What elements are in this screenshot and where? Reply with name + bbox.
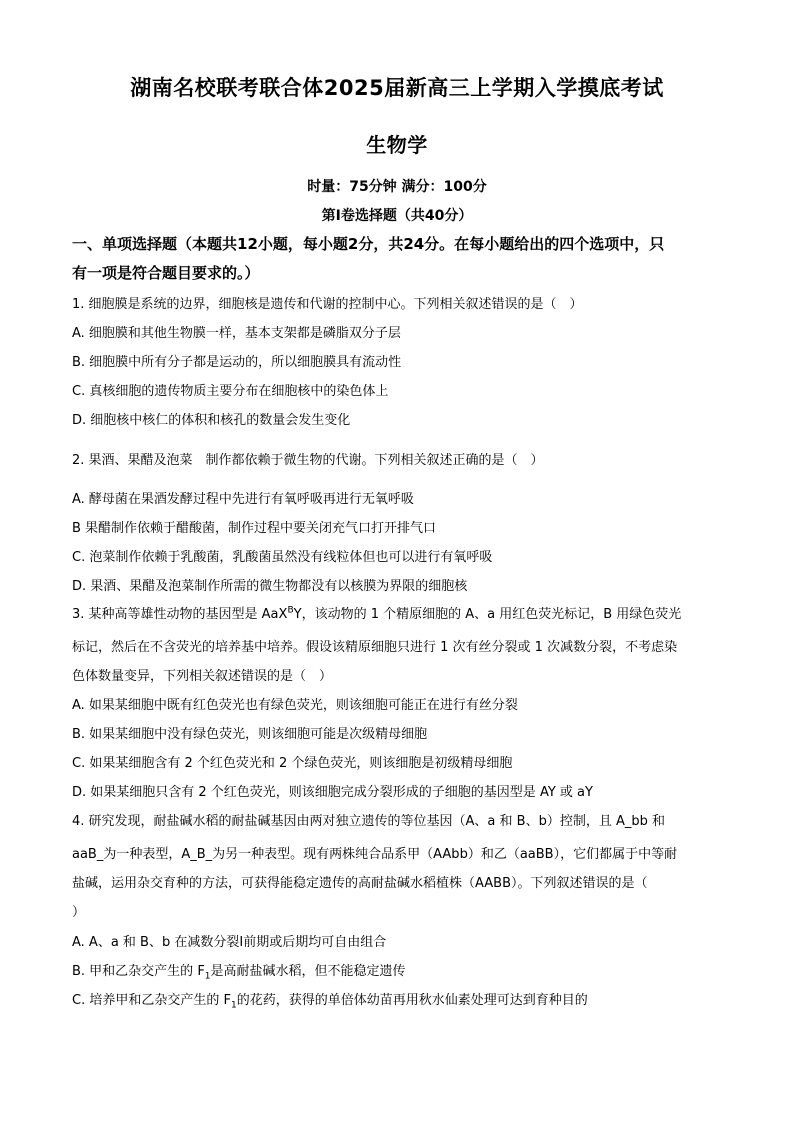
q1-option-c: C. 真核细胞的遗传物质主要分布在细胞核中的染色体上	[72, 384, 389, 399]
q4-option-c-subscript: 1	[230, 1000, 237, 1011]
q3-stem-text-a: 3. 某种高等雄性动物的基因型是 AaX	[72, 607, 288, 622]
q3-option-a: A. 如果某细胞中既有红色荧光也有绿色荧光，则该细胞可能正在进行有丝分裂	[72, 698, 518, 713]
q4-stem-line-3: 盐碱，运用杂交育种的方法，可获得能稳定遗传的高耐盐碱水稻植株（AABB）。下列叙述错误的是（	[72, 876, 648, 891]
q4-option-a: A. A、a 和 B、b 在减数分裂Ⅰ前期或后期均可自由组合	[72, 935, 387, 950]
q4-stem-line-1: 4. 研究发现，耐盐碱水稻的耐盐碱基因由两对独立遗传的等位基因（A、a 和 B、b）控制，且 A_bb 和	[72, 814, 665, 829]
q2-option-a: A. 酵母菌在果酒发酵过程中先进行有氧呼吸再进行无氧呼吸	[72, 492, 414, 507]
q2-option-d: D. 果酒、果醋及泡菜制作所需的微生物都没有以核膜为界限的细胞核	[72, 579, 468, 594]
q1-option-d: D. 细胞核中核仁的体积和核孔的数量会发生变化	[72, 413, 351, 428]
q4-option-c-text-b: 的花药，获得的单倍体幼苗再用秋水仙素处理可达到育种目的	[236, 993, 588, 1008]
exam-title: 湖南名校联考联合体2025届新高三上学期入学摸底考试	[130, 76, 664, 100]
q4-option-b-text-a: B. 甲和乙杂交产生的 F	[72, 964, 205, 979]
q3-stem-text-b: Y，该动物的 1 个精原细胞的 A、a 用红色荧光标记，B 用绿色荧光	[293, 607, 682, 622]
q3-stem-superscript: B	[287, 605, 294, 616]
q4-option-c	[72, 992, 722, 1010]
q4-option-b	[72, 963, 722, 981]
q1-stem: 1. 细胞膜是系统的边界，细胞核是遗传和代谢的控制中心。下列相关叙述错误的是（ ）	[72, 297, 583, 312]
section-heading-line-2: 有一项是符合题目要求的。）	[72, 264, 260, 282]
q4-option-c-text-a: C. 培养甲和乙杂交产生的 F	[72, 993, 231, 1008]
q4-stem-line-2: aaB_为一种表型，A_B_为另一种表型。现有两株纯合品系甲（AAbb）和乙（aaBB），它们都属于中等耐	[72, 847, 678, 862]
q3-stem-line-2: 标记，然后在不含荧光的培养基中培养。假设该精原细胞只进行 1 次有丝分裂或 1 次减数分裂，不考虑染	[72, 640, 678, 655]
q2-option-b: B 果醋制作依赖于醋酸菌，制作过程中要关闭充气口打开排气口	[72, 521, 437, 536]
q4-stem-line-4: ）	[72, 905, 86, 920]
q3-option-d: D. 如果某细胞只含有 2 个红色荧光，则该细胞完成分裂形成的子细胞的基因型是 AY 或 aY	[72, 785, 593, 800]
time-score-line: 时量：75分钟 满分：100分	[307, 179, 487, 195]
section-heading	[72, 230, 722, 288]
q3-option-b: B. 如果某细胞中没有绿色荧光，则该细胞可能是次级精母细胞	[72, 727, 428, 742]
q4-option-b-subscript: 1	[204, 971, 211, 982]
q2-option-c: C. 泡菜制作依赖于乳酸菌，乳酸菌虽然没有线粒体但也可以进行有氧呼吸	[72, 550, 493, 565]
q3-stem-line-1	[72, 606, 722, 624]
subject-title: 生物学	[366, 133, 428, 157]
section-heading-line-1: 一、单项选择题（本题共12小题，每小题2分，共24分。在每小题给出的四个选项中，只	[72, 235, 665, 253]
q3-option-c: C. 如果某细胞含有 2 个红色荧光和 2 个绿色荧光，则该细胞是初级精母细胞	[72, 756, 513, 771]
q4-option-b-text-b: 是高耐盐碱水稻，但不能稳定遗传	[210, 964, 406, 979]
q2-stem: 2. 果酒、果醋及泡菜 制作都依赖于微生物的代谢。下列相关叙述正确的是（ ）	[72, 453, 544, 468]
q1-option-a: A. 细胞膜和其他生物膜一样，基本支架都是磷脂双分子层	[72, 326, 401, 341]
q3-stem-line-3: 色体数量变异，下列相关叙述错误的是（ ）	[72, 669, 333, 684]
part-heading: 第Ⅰ卷选择题（共40分）	[321, 208, 473, 224]
q1-option-b: B. 细胞膜中所有分子都是运动的，所以细胞膜具有流动性	[72, 355, 402, 370]
